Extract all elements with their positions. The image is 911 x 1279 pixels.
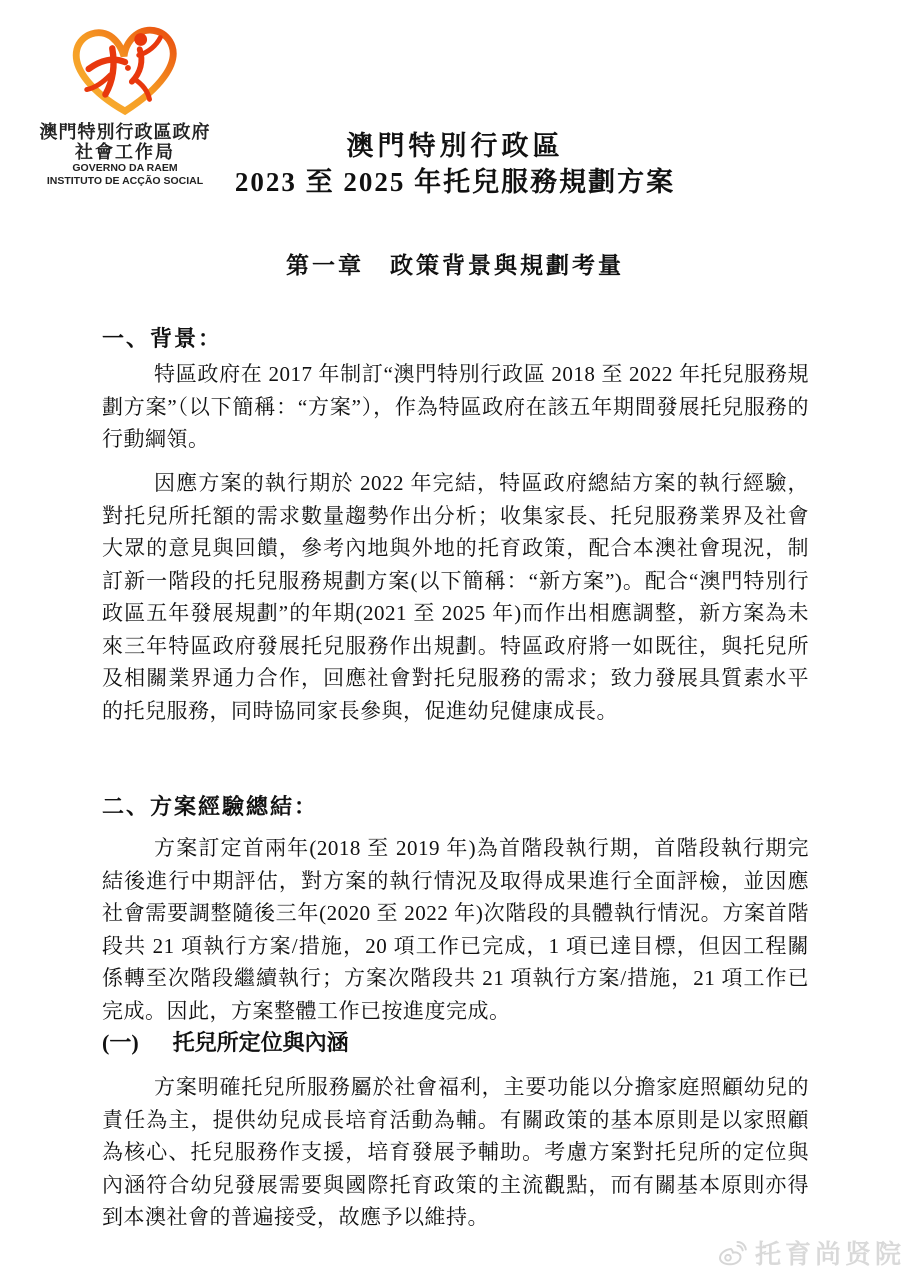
org-name-pt-line1: GOVERNO DA RAEM	[72, 162, 178, 174]
section-2-heading: 二、方案經驗總結：	[102, 794, 319, 819]
weibo-icon	[717, 1239, 749, 1266]
subsection-1-title: 托兒所定位與內涵	[172, 1030, 349, 1055]
subsection-1-number: (一)	[102, 1030, 139, 1055]
watermark-text: 托育尚贤院	[754, 1239, 905, 1269]
section-1-paragraph-2: 因應方案的執行期於 2022 年完結，特區政府總結方案的執行經驗，對托兒所托額的需求數量趨勢作出分析；收集家長、托兒服務業界及社會大眾的意見與回饋，參考內地與外地的托育政策，配合本澳社會現況，制訂新一階段的托兒服務規劃方案(以下簡稱：“新方案”)。配合“澳門特別行政區五年發展規劃”的年期(2021 至 2025 年)而作出相應調整，新方案為未來三年特區政府發展托兒服務作出規劃。特區政府將一如既往，與托兒所及相關業界通力合作，回應社會對托兒服務的需求；致力發展具質素水平的托兒服務，同時協同家長參與，促進幼兒健康成長。	[102, 471, 809, 723]
subsection-1-heading	[102, 1026, 808, 1057]
watermark	[717, 1234, 905, 1271]
document-title	[102, 128, 808, 201]
org-name-zh-line2: 社會工作局	[75, 142, 175, 162]
chapter-heading: 第一章 政策背景與規劃考量	[286, 253, 624, 278]
document-title-line1: 澳門特別行政區	[346, 131, 564, 161]
heart-logo-icon	[56, 14, 194, 118]
section-2-paragraph-1: 方案訂定首兩年(2018 至 2019 年)為首階段執行期，首階段執行期完結後進行中期評估，對方案的執行情況及取得成果進行全面評檢，並因應社會需要調整隨後三年(2020 至 2022 年)次階段的具體執行情況。方案首階段共 21 項執行方案/措施，20 項工作已完成，1 項已達目標，但因工程關係轉至次階段繼續執行；方案次階段共 21 項執行方案/措施，21 項工作已完成。因此，方案整體工作已按進度完成。	[102, 836, 809, 1023]
section-1-paragraph-1: 特區政府在 2017 年制訂“澳門特別行政區 2018 至 2022 年托兒服務規劃方案”（以下簡稱：“方案”），作為特區政府在該五年期間發展托兒服務的行動綱領。	[102, 362, 809, 451]
document-title-line2: 2023 至 2025 年托兒服務規劃方案	[234, 167, 676, 197]
figure-head-dot	[134, 33, 147, 46]
org-name-pt-line2: INSTITUTO DE ACÇÃO SOCIAL	[46, 175, 204, 187]
org-name-zh-line1: 澳門特別行政區政府	[39, 122, 211, 142]
section-1-heading: 一、背景：	[102, 326, 223, 351]
subsection-1-paragraph-1: 方案明確托兒所服務屬於社會福利，主要功能以分擔家庭照顧幼兒的責任為主，提供幼兒成長培育活動為輔。有關政策的基本原則是以家照顧為核心、托兒服務作支援，培育發展予輔助。考慮方案對托兒所的定位與內涵符合幼兒發展需要與國際托育政策的主流觀點，而有關基本原則亦得到本澳社會的普遍接受，故應予以維持。	[102, 1075, 809, 1229]
small-heart-dot	[125, 65, 131, 71]
